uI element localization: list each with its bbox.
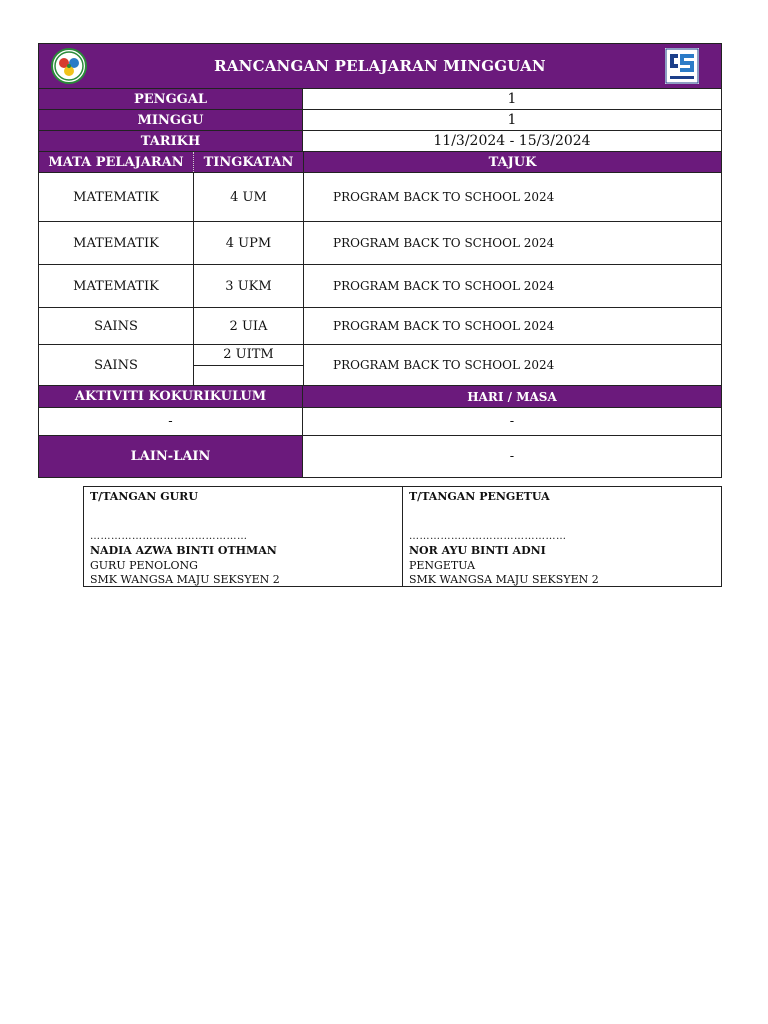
principal-signature-heading: T/TANGAN PENGETUA xyxy=(409,490,550,503)
level-cell: 4 UM xyxy=(193,173,303,221)
meta-label: PENGGAL xyxy=(39,89,302,109)
meta-value: 11/3/2024 - 15/3/2024 xyxy=(302,131,721,151)
level-cell: 2 UIA xyxy=(193,308,303,344)
meta-value: 1 xyxy=(302,110,721,130)
teacher-position: GURU PENOLONG xyxy=(90,559,198,572)
principal-name: NOR AYU BINTI ADNI xyxy=(409,544,546,557)
meta-row-minggu xyxy=(39,109,721,130)
table-row xyxy=(39,307,721,344)
meta-value: 1 xyxy=(302,89,721,109)
title-bar xyxy=(39,44,721,88)
table-row xyxy=(39,172,721,221)
subject-cell: SAINS xyxy=(94,318,138,334)
principal-school: SMK WANGSA MAJU SEKSYEN 2 xyxy=(409,573,599,586)
topic-cell: PROGRAM BACK TO SCHOOL 2024 xyxy=(303,265,721,307)
subject-cell: MATEMATIK xyxy=(73,278,159,294)
table-row xyxy=(39,264,721,307)
column-header-level: TINGKATAN xyxy=(193,152,303,172)
topic-cell: PROGRAM BACK TO SCHOOL 2024 xyxy=(303,222,721,264)
meta-row-penggal xyxy=(39,88,721,109)
signature-line: ……………………………………… xyxy=(90,531,248,542)
cocurricular-time: - xyxy=(302,408,721,435)
teacher-signature-heading: T/TANGAN GURU xyxy=(90,490,198,503)
others-label: LAIN-LAIN xyxy=(39,436,302,477)
cocurricular-row xyxy=(39,407,721,435)
table-row xyxy=(39,221,721,264)
cocurricular-activity: - xyxy=(168,414,173,429)
principal-position: PENGETUA xyxy=(409,559,476,572)
school-logo-icon xyxy=(665,48,699,84)
level-cell: 3 UKM xyxy=(193,265,303,307)
meta-row-tarikh xyxy=(39,130,721,151)
topic-cell: PROGRAM BACK TO SCHOOL 2024 xyxy=(303,308,721,344)
level-cell: 4 UPM xyxy=(193,222,303,264)
cocurricular-time-label: HARI / MASA xyxy=(302,386,721,407)
column-header-row xyxy=(39,151,721,172)
page-title: RANCANGAN PELAJARAN MINGGUAN xyxy=(214,57,546,75)
teacher-name: NADIA AZWA BINTI OTHMAN xyxy=(90,544,277,557)
level-cell: 2 UITM xyxy=(223,347,274,363)
others-row xyxy=(39,435,721,477)
principal-signature xyxy=(402,487,721,586)
subject-cell: MATEMATIK xyxy=(73,235,159,251)
signature-line: ……………………………………… xyxy=(409,531,567,542)
teacher-signature xyxy=(84,487,402,586)
others-value: - xyxy=(302,436,721,477)
meta-label: MINGGU xyxy=(39,110,302,130)
subject-cell: SAINS xyxy=(94,357,138,373)
signature-box xyxy=(83,486,722,587)
cocurricular-header-row xyxy=(39,385,721,407)
column-header-subject: MATA PELAJARAN xyxy=(39,152,193,172)
column-header-topic: TAJUK xyxy=(303,152,721,172)
meta-label: TARIKH xyxy=(39,131,302,151)
topic-cell: PROGRAM BACK TO SCHOOL 2024 xyxy=(303,345,721,385)
level-cell-extra xyxy=(194,365,303,386)
teacher-school: SMK WANGSA MAJU SEKSYEN 2 xyxy=(90,573,280,586)
cocurricular-label: AKTIVITI KOKURIKULUM xyxy=(39,386,302,407)
lesson-plan-table xyxy=(38,43,722,478)
school-crest-icon xyxy=(51,48,87,84)
level-cell-split xyxy=(193,345,303,385)
table-row xyxy=(39,344,721,385)
topic-cell: PROGRAM BACK TO SCHOOL 2024 xyxy=(303,173,721,221)
subject-cell: MATEMATIK xyxy=(73,189,159,205)
